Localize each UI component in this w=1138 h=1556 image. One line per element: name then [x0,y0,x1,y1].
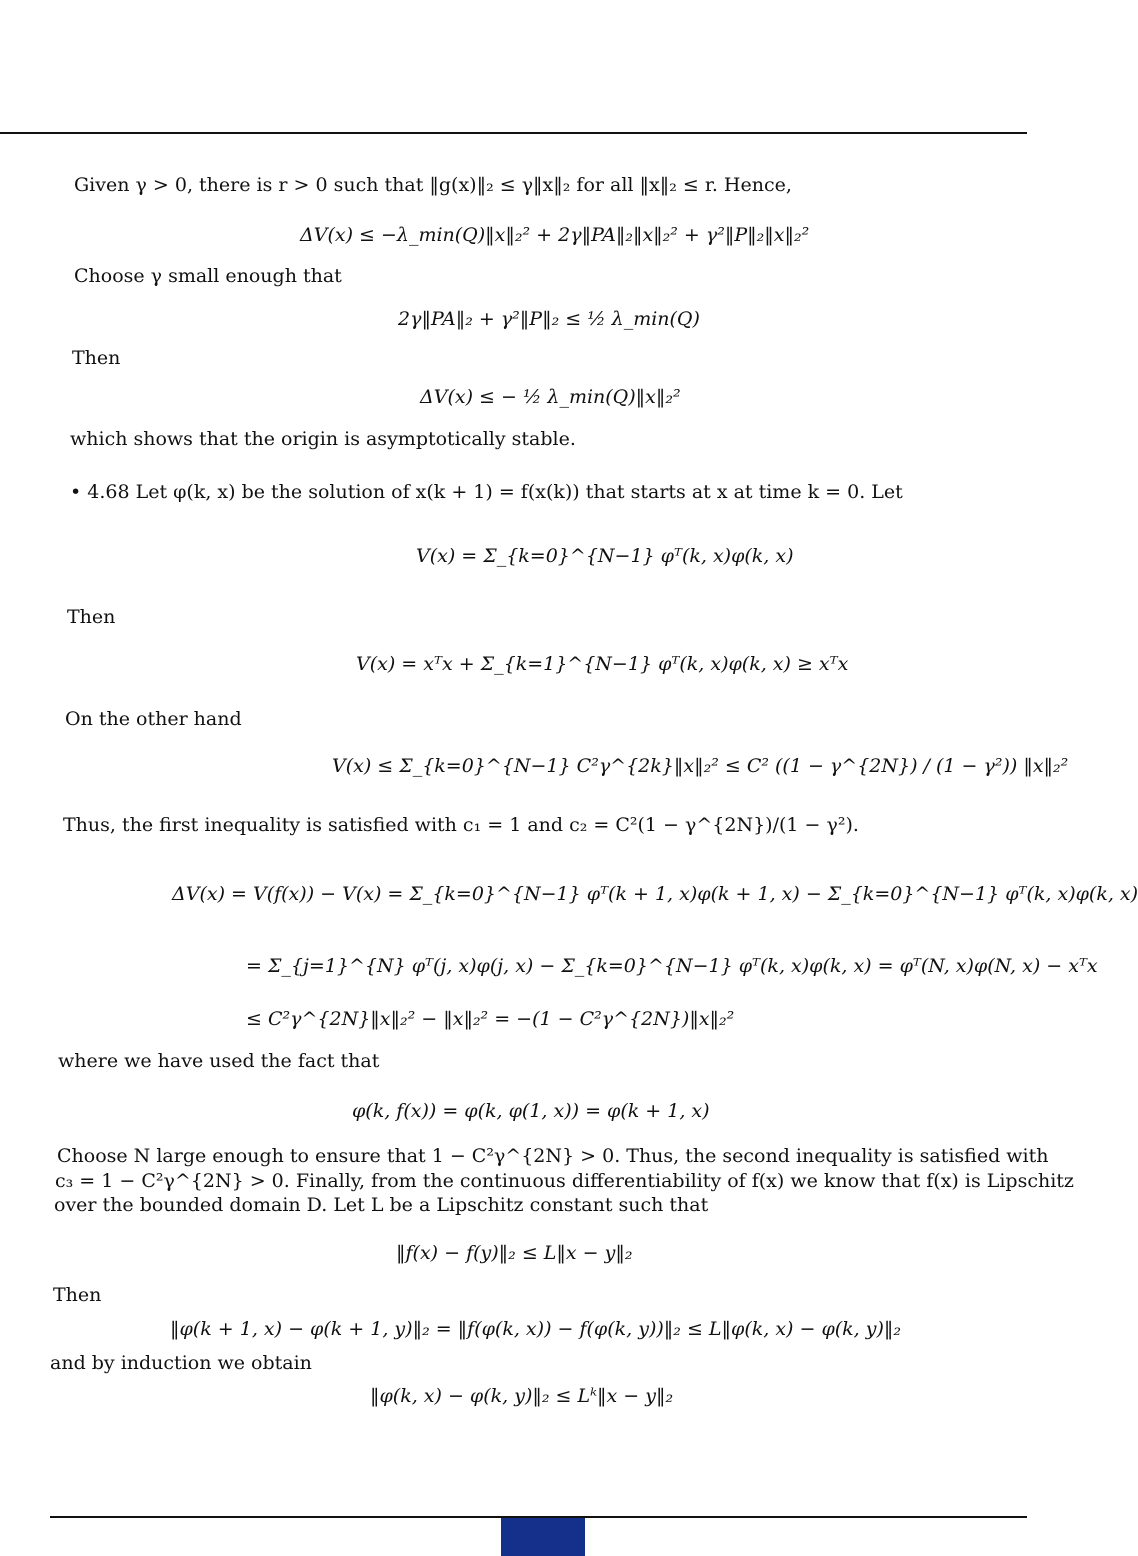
equation: φ(k, f(x)) = φ(k, φ(1, x)) = φ(k + 1, x) [352,1100,710,1122]
text-line: which shows that the origin is asymptotically stable. [70,428,576,450]
equation: ΔV(x) ≤ − ½ λ_min(Q)‖x‖₂² [420,386,681,408]
equation: ΔV(x) ≤ −λ_min(Q)‖x‖₂² + 2γ‖PA‖₂‖x‖₂² + γ²‖P‖₂‖x‖₂² [300,224,810,246]
equation: ‖φ(k + 1, x) − φ(k + 1, y)‖₂ = ‖f(φ(k, x)) − f(φ(k, y))‖₂ ≤ L‖φ(k, x) − φ(k, y)‖₂ [170,1318,902,1340]
equation: ≤ C²γ^{2N}‖x‖₂² − ‖x‖₂² = −(1 − C²γ^{2N})‖x‖₂² [246,1008,735,1030]
equation: V(x) = xᵀx + Σ_{k=1}^{N−1} φᵀ(k, x)φ(k, x) ≥ xᵀx [356,653,849,675]
equation: ‖φ(k, x) − φ(k, y)‖₂ ≤ Lᵏ‖x − y‖₂ [370,1385,674,1407]
text-line: where we have used the fact that [58,1050,380,1072]
text-line: Choose N large enough to ensure that 1 − C²γ^{2N} > 0. Thus, the second inequality is satisfied with [57,1145,1049,1167]
page-number-box [501,1518,585,1556]
text-line: Thus, the first inequality is satisfied with c₁ = 1 and c₂ = C²(1 − γ^{2N})/(1 − γ²). [63,814,859,836]
exercise-item-4-68: • 4.68 Let φ(k, x) be the solution of x(k + 1) = f(x(k)) that starts at x at time k = 0. Let [70,481,903,503]
equation: ‖f(x) − f(y)‖₂ ≤ L‖x − y‖₂ [396,1242,633,1264]
text-line: over the bounded domain D. Let L be a Lipschitz constant such that [54,1194,709,1216]
top-rule [0,132,1027,134]
text-line: and by induction we obtain [50,1352,312,1374]
text-line: Then [67,606,116,628]
text-line: Given γ > 0, there is r > 0 such that ‖g(x)‖₂ ≤ γ‖x‖₂ for all ‖x‖₂ ≤ r. Hence, [74,174,792,196]
equation: V(x) ≤ Σ_{k=0}^{N−1} C²γ^{2k}‖x‖₂² ≤ C² ((1 − γ^{2N}) / (1 − γ²)) ‖x‖₂² [332,755,1069,777]
equation: V(x) = Σ_{k=0}^{N−1} φᵀ(k, x)φ(k, x) [416,545,794,567]
text-line: On the other hand [65,708,242,730]
text-line: Then [53,1284,102,1306]
text-line: Choose γ small enough that [74,265,342,287]
text-line: c₃ = 1 − C²γ^{2N} > 0. Finally, from the continuous differentiability of f(x) we know that f(x) is Lipschitz [55,1170,1074,1192]
text-line: Then [72,347,121,369]
equation: 2γ‖PA‖₂ + γ²‖P‖₂ ≤ ½ λ_min(Q) [398,308,700,330]
equation: ΔV(x) = V(f(x)) − V(x) = Σ_{k=0}^{N−1} φᵀ(k + 1, x)φ(k + 1, x) − Σ_{k=0}^{N−1} φᵀ(k, x)φ(k, x) [172,883,1138,905]
equation: = Σ_{j=1}^{N} φᵀ(j, x)φ(j, x) − Σ_{k=0}^{N−1} φᵀ(k, x)φ(k, x) = φᵀ(N, x)φ(N, x) − xᵀx [246,955,1098,977]
